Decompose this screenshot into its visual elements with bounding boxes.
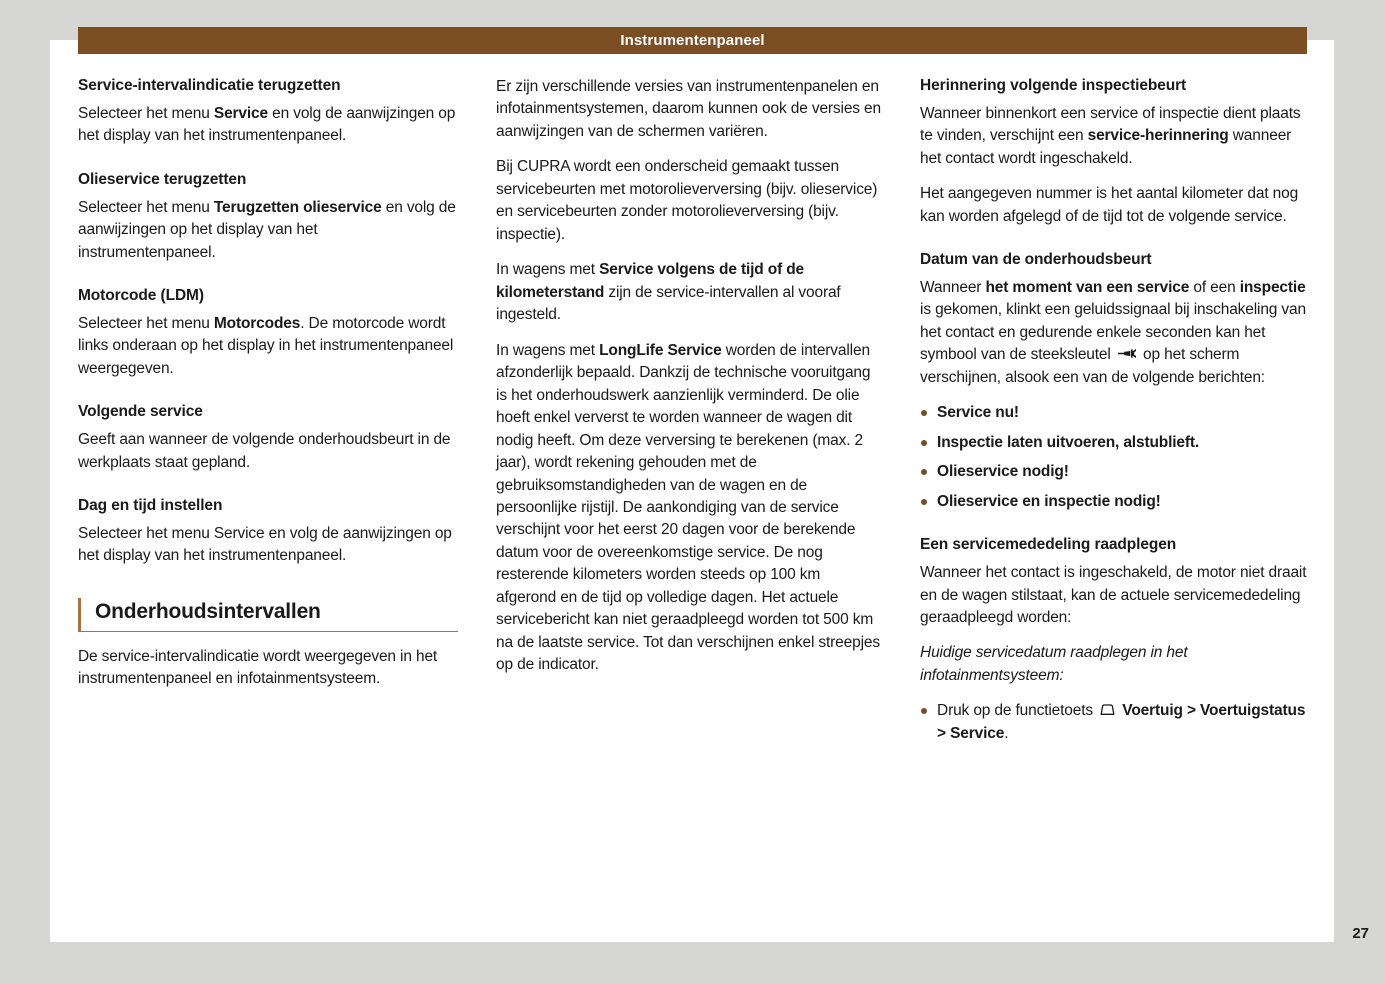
sub-heading: Motorcode (LDM) (78, 287, 204, 304)
paragraph: Selecteer het menu Service en volg de aanwijzingen op het display van het instrumentenpaneel. (78, 524, 452, 565)
paragraph (78, 197, 458, 264)
paragraph (920, 103, 1307, 170)
paragraph (920, 277, 1307, 389)
text-run: . De motorcode wordt links onderaan op het display in het instrumentenpaneel weergegeven. (78, 314, 454, 377)
list-item (920, 700, 1307, 745)
text-run: Selecteer het menu (78, 198, 214, 216)
text-run: op het scherm verschijnen, alsook een van de volgende berichten: (920, 346, 1265, 386)
paragraph: Er zijn verschillende versies van instrumentenpanelen en infotainmentsystemen, daarom kunnen ook de versies en aanwijzingen van de schermen variëren. (496, 78, 881, 140)
block-oil-service-reset (78, 170, 458, 264)
vehicle-icon (1099, 703, 1116, 716)
bullet-dot-icon (921, 708, 927, 714)
text-run-bold: service-herinnering (1087, 127, 1229, 145)
consult-steps-list (920, 700, 1307, 745)
block-inspection-reminder (920, 76, 1307, 228)
text-run: en volg de aanwijzingen op het display van het instrumentenpaneel. (78, 104, 456, 145)
bullet-dot-icon (921, 440, 927, 446)
paragraph (78, 313, 458, 380)
bullet-dot-icon (921, 499, 927, 505)
sub-heading: Herinnering volgende inspectiebeurt (920, 77, 1187, 94)
list-item (920, 461, 1307, 483)
text-run-bold: LongLife Service (599, 341, 722, 359)
section-title-text: Onderhoudsintervallen (95, 599, 321, 623)
text-run-bold: Motorcodes (213, 314, 301, 332)
section-title-maintenance-intervals (78, 598, 458, 632)
text-run-bold: Voertuig > Voertuigstatus > Service (937, 702, 1306, 742)
column-middle (496, 76, 882, 758)
column-left (78, 76, 458, 758)
text-run: zijn de service-intervallen al vooraf ingesteld. (496, 283, 841, 324)
text-run-bold: Terugzetten olieservice (213, 198, 382, 216)
text-run: is gekomen, klinkt een geluidssignaal bij inschakeling van het contact en gedurende enkele seconden kan het symbool van de steeksleutel (920, 301, 1306, 364)
three-column-body (78, 76, 1307, 758)
paragraph: Geeft aan wanneer de volgende onderhoudsbeurt in de werkplaats staat gepland. (78, 431, 451, 471)
sub-heading: Datum van de onderhoudsbeurt (920, 251, 1152, 269)
list-item (920, 402, 1307, 424)
text-run-bold: inspectie (1239, 279, 1306, 296)
paragraph (496, 259, 882, 326)
text-run: Druk op de functietoets (937, 702, 1098, 720)
block-maintenance-date (920, 250, 1307, 513)
text-run: wanneer het contact wordt ingeschakeld. (920, 127, 1292, 167)
text-run-bold: Service (213, 104, 268, 122)
paragraph: Wanneer het contact is ingeschakeld, de motor niet draait en de wagen stilstaat, kan de actuele servicemededeling geraadpleegd worden: (920, 564, 1307, 626)
text-run-bold: Service volgens de tijd of de kilometerstand (496, 261, 805, 301)
text-run: In wagens met (496, 261, 600, 279)
sub-heading: Dag en tijd instellen (78, 497, 223, 514)
service-message-list (920, 402, 1307, 513)
block-set-day-time (78, 496, 458, 568)
list-item-label: Inspectie laten uitvoeren, alstublieft. (937, 433, 1200, 451)
list-item (920, 432, 1307, 454)
list-item-label: Olieservice nodig! (937, 463, 1069, 481)
wrench-icon (1117, 347, 1137, 360)
text-run: worden de intervallen afzonderlijk bepaald. Dankzij de technische vooruitgang is het onderhoudswerk aanzienlijk verminderd. De olie hoeft enkel ververst te worden wanneer de wagen dit nodig heeft. Om deze verversing te berekenen (max. 2 jaar), wordt rekening gehouden met de gebruiksomstandigheden van de wagen en de persoonlijke rijstijl. De aankondiging van de service verschijnt voor het eerst 20 dagen voor de berekende datum voor de overeenkomstige service. De nog resterende kilometers worden steeds op 100 km afgerond en de tijd op volledige dagen. Het actuele servicebericht kan niet geraadpleegd worden tot 500 km na de laatste service. Tot dan verschijnen enkel streepjes op de indicator. (496, 341, 880, 674)
sub-heading: Olieservice terugzetten (78, 170, 247, 188)
text-run: Selecteer het menu (78, 104, 214, 122)
sub-heading: Een servicemededeling raadplegen (920, 536, 1177, 554)
text-run: Selecteer het menu (78, 314, 214, 332)
text-run: en volg de aanwijzingen op het display van het instrumentenpaneel. (78, 198, 456, 261)
block-consult-service-message (920, 535, 1307, 745)
paragraph-italic: Huidige servicedatum raadplegen in het infotainmentsysteem: (920, 644, 1188, 684)
list-item-label: Service nu! (937, 404, 1019, 422)
list-item (920, 491, 1307, 513)
text-run: Wanneer (920, 279, 986, 296)
sub-heading: Volgende service (78, 403, 203, 421)
chapter-banner-title: Instrumentenpaneel (620, 32, 765, 49)
block-motor-code (78, 286, 458, 380)
column-right (920, 76, 1307, 758)
text-run-bold: het moment van een service (985, 279, 1190, 296)
text-run: In wagens met (496, 341, 600, 359)
bullet-dot-icon (921, 410, 927, 416)
page-number: 27 (1352, 925, 1369, 942)
paragraph (78, 103, 458, 148)
block-service-interval-reset (78, 76, 458, 148)
block-next-service (78, 402, 458, 474)
text-run: Wanneer binnenkort een service of inspectie dient plaats te vinden, verschijnt een (920, 104, 1301, 145)
paragraph (496, 340, 882, 677)
paragraph: Bij CUPRA wordt een onderscheid gemaakt tussen servicebeurten met motorolieverversing (bijv. olieservice) en servicebeurten zonder motorolieverversing (bijv. inspectie). (496, 158, 878, 243)
sub-heading: Service-intervalindicatie terugzetten (78, 77, 341, 94)
paragraph: Het aangegeven nummer is het aantal kilometer dat nog kan worden afgelegd of de tijd tot de volgende service. (920, 185, 1299, 225)
paragraph: De service-intervalindicatie wordt weergegeven in het instrumentenpaneel en infotainmentsysteem. (78, 647, 438, 688)
bullet-dot-icon (921, 469, 927, 475)
text-run: . (1004, 724, 1009, 742)
list-item-label: Olieservice en inspectie nodig! (937, 492, 1161, 510)
text-run: of een (1189, 279, 1240, 296)
chapter-banner (78, 27, 1307, 54)
